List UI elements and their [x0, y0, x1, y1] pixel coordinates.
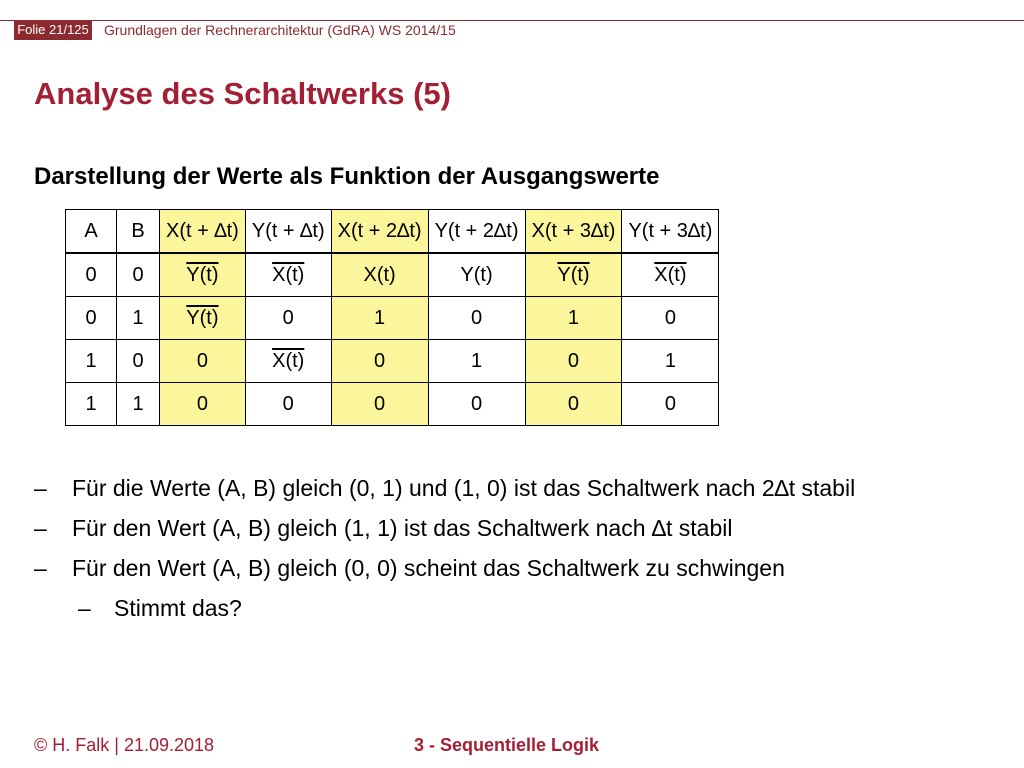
table-cell: 1: [428, 340, 525, 383]
table-cell: 0: [331, 383, 428, 426]
table-cell: 1: [117, 383, 160, 426]
slide-title: Analyse des Schaltwerks (5): [34, 76, 451, 111]
table-cell: X(t): [331, 253, 428, 297]
sub-bullet-item: [34, 588, 1004, 628]
table-cell: 1: [66, 383, 117, 426]
slide-subtitle: Darstellung der Werte als Funktion der Ausgangswerte: [34, 163, 660, 190]
table-cell: 0: [622, 297, 719, 340]
header-cell-x3: X(t + 3∆t): [525, 210, 622, 254]
dash-marker: –: [34, 515, 47, 541]
dash-marker: –: [78, 595, 91, 621]
negated-value: X(t): [272, 349, 305, 372]
table-cell: [622, 253, 719, 297]
slide-number-badge: Folie 21/125: [14, 20, 92, 40]
table-row: [66, 253, 719, 297]
table-cell: [525, 253, 622, 297]
table-cell: 1: [622, 340, 719, 383]
table-cell: Y(t): [428, 253, 525, 297]
table-cell: 0: [622, 383, 719, 426]
table-cell: 1: [117, 297, 160, 340]
negated-value: X(t): [654, 263, 687, 286]
table-cell: [160, 297, 246, 340]
negated-value: Y(t): [557, 263, 590, 286]
bullet-item: [34, 468, 1004, 508]
table-row: [66, 340, 719, 383]
negated-value: Y(t): [186, 306, 219, 329]
table-cell: 0: [245, 297, 331, 340]
header-cell-x1: X(t + ∆t): [160, 210, 246, 254]
table-header-row: [66, 210, 719, 254]
header-cell-y1: Y(t + ∆t): [245, 210, 331, 254]
bullet-text: Stimmt das?: [114, 595, 242, 621]
table-cell: 1: [525, 297, 622, 340]
table-cell: 0: [117, 253, 160, 297]
header-cell-y2: Y(t + 2∆t): [428, 210, 525, 254]
dash-marker: –: [34, 555, 47, 581]
table-cell: 0: [245, 383, 331, 426]
table-cell: 0: [66, 253, 117, 297]
table-cell: 0: [160, 383, 246, 426]
table-cell: 1: [66, 340, 117, 383]
header-cell-b: B: [117, 210, 160, 254]
bullet-text: Für den Wert (A, B) gleich (1, 1) ist das Schaltwerk nach ∆t stabil: [72, 515, 733, 541]
bullet-text: Für die Werte (A, B) gleich (0, 1) und (1, 0) ist das Schaltwerk nach 2∆t stabil: [72, 475, 856, 501]
table-cell: 0: [160, 340, 246, 383]
table-cell: [160, 253, 246, 297]
bullet-text: Für den Wert (A, B) gleich (0, 0) scheint das Schaltwerk zu schwingen: [72, 555, 785, 581]
bullet-item: [34, 508, 1004, 548]
bullet-item: [34, 548, 1004, 588]
table-row: [66, 297, 719, 340]
header-cell-x2: X(t + 2∆t): [331, 210, 428, 254]
header-cell-y3: Y(t + 3∆t): [622, 210, 719, 254]
negated-value: Y(t): [186, 263, 219, 286]
table-cell: 0: [428, 297, 525, 340]
table-cell: 0: [117, 340, 160, 383]
bullet-list: [34, 468, 1004, 628]
header-cell-a: A: [66, 210, 117, 254]
state-table: [65, 209, 719, 426]
table-cell: [245, 340, 331, 383]
table-cell: 0: [428, 383, 525, 426]
table-cell: 0: [66, 297, 117, 340]
table-cell: 0: [525, 340, 622, 383]
footer-author-date: © H. Falk | 21.09.2018: [34, 735, 215, 755]
negated-value: X(t): [272, 263, 305, 286]
table-cell: 0: [525, 383, 622, 426]
table-cell: 0: [331, 340, 428, 383]
footer-chapter: 3 - Sequentielle Logik: [414, 735, 600, 755]
dash-marker: –: [34, 475, 47, 501]
course-title: Grundlagen der Rechnerarchitektur (GdRA) WS 2014/15: [104, 22, 456, 38]
table-cell: [245, 253, 331, 297]
table-cell: 1: [331, 297, 428, 340]
header-rule: [0, 20, 1024, 21]
table-row: [66, 383, 719, 426]
